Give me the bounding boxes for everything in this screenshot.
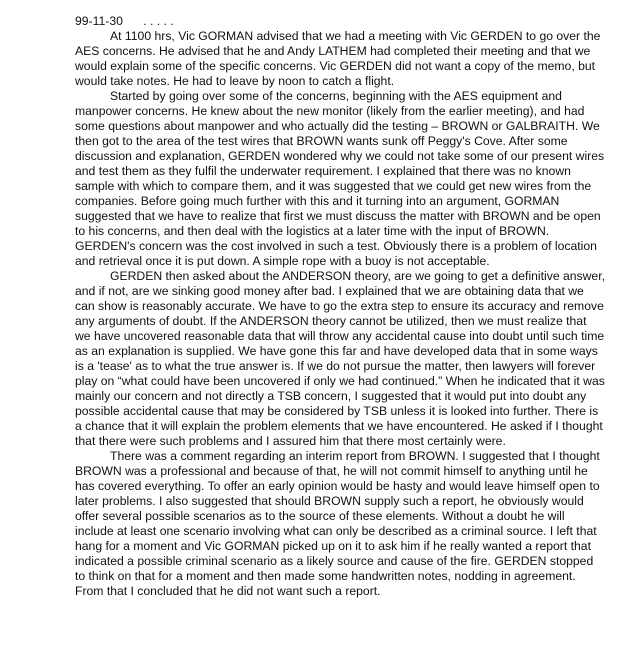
paragraph-meeting-intro: At 1100 hrs, Vic GORMAN advised that we had a meeting with Vic GERDEN to go over the AES concerns. He advised that he and Andy LATHEM had completed their meeting and that we would explain some of the specific concerns. Vic GERDEN did not want a copy of the memo, but would take notes. He had to leave by noon to catch a flight. [75, 29, 601, 88]
paragraph-interim-report: There was a comment regarding an interim report from BROWN. I suggested that I thought BROWN was a professional and because of that, he will not commit himself to anything until he has covered everything. To offer an early opinion would be hasty and would leave himself open to later problems. I also suggested that should BROWN supply such a report, he obviously would offer several possible scenarios as to the source of these elements. Without a doubt he will include at least one scenario involving what can only be described as a criminal source. I left that hang for a moment and Vic GORMAN picked up on it to ask him if he really wanted a report that indicated a possible criminal scenario as a likely source and cause of the fire. GERDEN stopped to think on that for a moment and then made some handwritten notes, nodding in agreement. From that I concluded that he did not want such a report. [75, 449, 600, 598]
paragraph-aes-concerns: Started by going over some of the concerns, beginning with the AES equipment and manpower concerns. He knew about the new monitor (likely from the earlier meeting), and had some questions about manpower and who actually did the testing – BROWN or GALBRAITH. We then got to the area of the test wires that BROWN wants sunk off Peggy's Cove. After some discussion and explanation, GERDEN wondered why we could not take some of our present wires and test them as they fulfil the underwater requirement. I explained that there was no known sample with which to compare them, and it was suggested that we could get new wires from the companies. Before going much further with this and it turning into an argument, GORMAN suggested that we have to realize that first we must discuss the matter with BROWN and be open to his concerns, and then deal with the logistics at a later time with the input of BROWN. GERDEN's concern was the cost involved in such a test. Obviously there is a problem of location and retrieval once it is put down. A simple rope with a buoy is not acceptable. [75, 89, 605, 268]
document-date-header: 99-11-30 . . . . . [75, 14, 174, 28]
document-page [75, 14, 605, 599]
paragraph-anderson-theory: GERDEN then asked about the ANDERSON theory, are we going to get a definitive answer, and if not, are we sinking good money after bad. I explained that we are obtaining data that we can show is reasonably accurate. We have to go the extra step to ensure its accuracy and remove any arguments of doubt. If the ANDERSON theory cannot be utilized, then we must realize that we have uncovered reasonable data that will throw any accidental cause into doubt until such time as an explanation is supplied. We have gone this far and have developed data that in some ways is a 'tease' as to what the true answer is. If we do not pursue the matter, then lawyers will forever play on “what could have been uncovered if only we had continued.” When he indicated that it was mainly our concern and not directly a TSB concern, I suggested that it would put into doubt any possible accidental cause that may be considered by TSB unless it is looked into further. There is a chance that it will explain the problem elements that we have encountered. He asked if I thought that there were such problems and I assured him that there most certainly were. [75, 269, 605, 448]
